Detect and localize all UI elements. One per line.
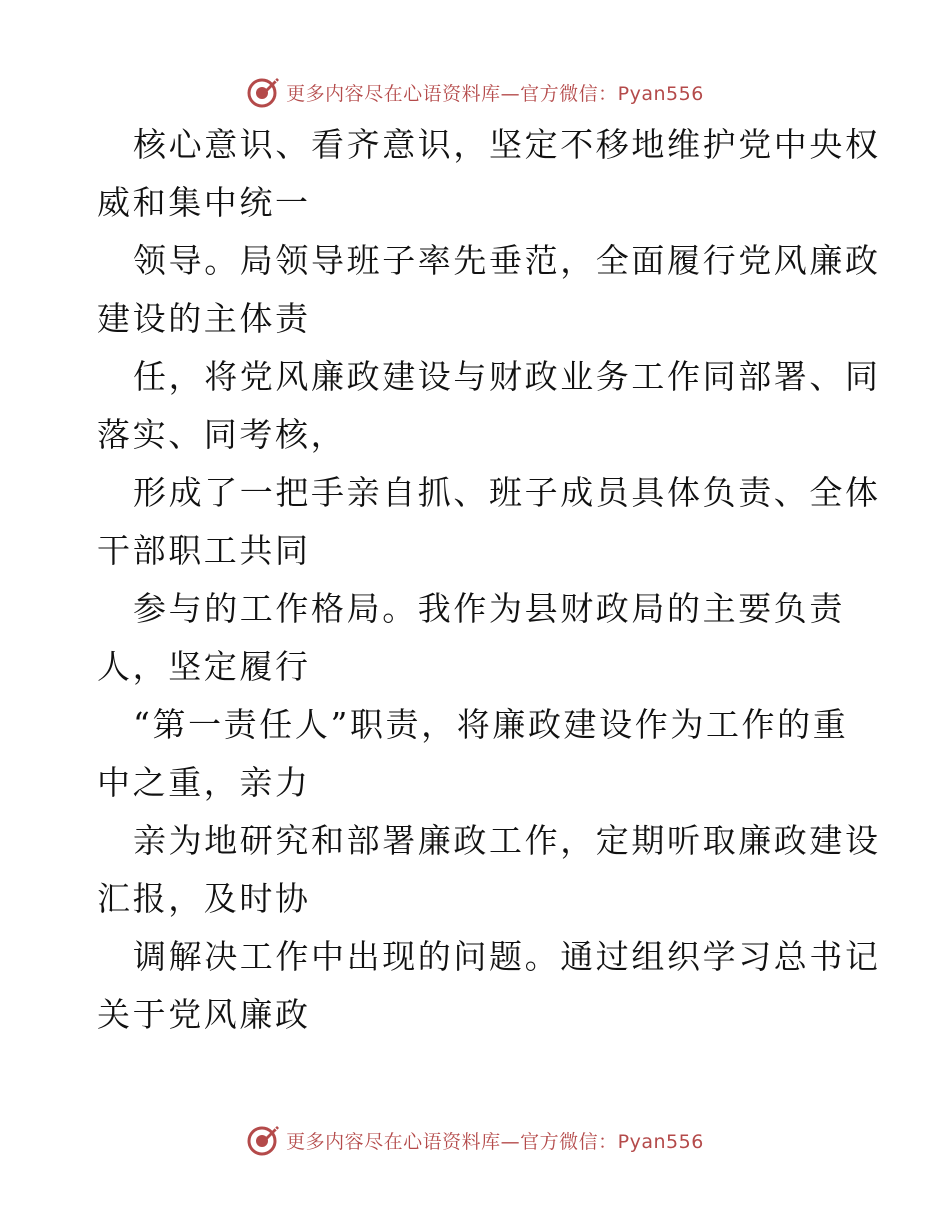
footer-watermark <box>0 1120 950 1160</box>
paragraph-continuation: 干部职工共同 <box>97 531 311 570</box>
paragraph-line: “第一责任人”职责，将廉政建设作为工作的重 <box>133 705 849 744</box>
paragraph-line: 参与的工作格局。我作为县财政局的主要负责 <box>133 589 845 628</box>
paragraph-3 <box>97 348 881 464</box>
paragraph-line: 任，将党风廉政建设与财政业务工作同部署、同 <box>133 357 881 396</box>
paragraph-2 <box>97 232 881 348</box>
watermark-text: 更多内容尽在心语资料库—官方微信：Pyan556 <box>286 1130 704 1153</box>
paragraph-continuation: 中之重，亲力 <box>97 763 311 802</box>
paragraph-continuation: 人，坚定履行 <box>97 647 311 686</box>
watermark-text: 更多内容尽在心语资料库—官方微信：Pyan556 <box>286 82 704 105</box>
paragraph-line: 调解决工作中出现的问题。通过组织学习总书记 <box>133 937 881 976</box>
paragraph-continuation: 建设的主体责 <box>97 299 311 338</box>
paragraph-1 <box>97 116 881 232</box>
paragraph-line: 亲为地研究和部署廉政工作，定期听取廉政建设 <box>133 821 881 860</box>
header-watermark <box>0 72 950 112</box>
paragraph-continuation: 汇报，及时协 <box>97 879 311 918</box>
paragraph-line: 领导。局领导班子率先垂范，全面履行党风廉政 <box>133 241 881 280</box>
document-body <box>97 116 881 1044</box>
paragraph-line: 核心意识、看齐意识，坚定不移地维护党中央权 <box>133 125 881 164</box>
paragraph-7 <box>97 812 881 928</box>
paragraph-8 <box>97 928 881 1044</box>
pen-logo-icon <box>246 1123 280 1157</box>
paragraph-6 <box>97 696 857 812</box>
paragraph-4 <box>97 464 881 580</box>
paragraph-5 <box>97 580 857 696</box>
paragraph-line: 形成了一把手亲自抓、班子成员具体负责、全体 <box>133 473 881 512</box>
paragraph-continuation: 威和集中统一 <box>97 183 311 222</box>
pen-logo-icon <box>246 75 280 109</box>
paragraph-continuation: 关于党风廉政 <box>97 995 311 1034</box>
paragraph-continuation: 落实、同考核， <box>97 415 347 454</box>
